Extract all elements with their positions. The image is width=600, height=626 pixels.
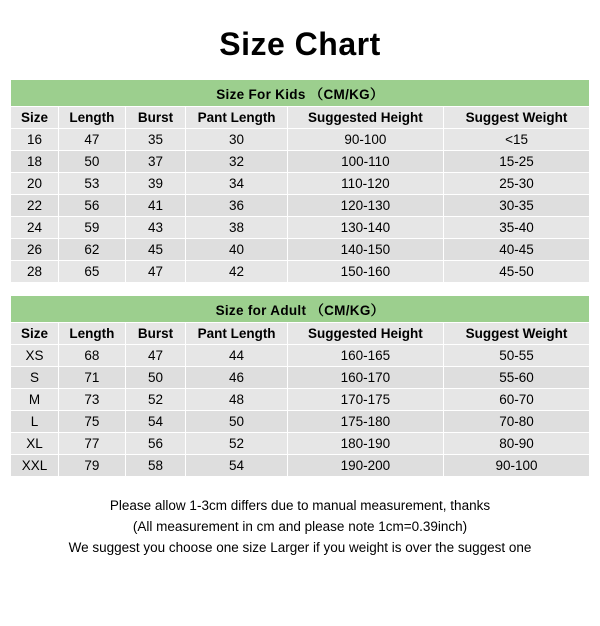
cell-pant-length: 44 (186, 345, 287, 367)
cell-pant-length: 52 (186, 433, 287, 455)
cell-size: XL (11, 433, 59, 455)
cell-height: 90-100 (287, 129, 443, 151)
kids-header-burst: Burst (125, 107, 186, 129)
cell-length: 53 (59, 173, 126, 195)
cell-size: 18 (11, 151, 59, 173)
cell-length: 79 (59, 455, 126, 477)
cell-length: 59 (59, 217, 126, 239)
cell-burst: 50 (125, 367, 186, 389)
cell-weight: 55-60 (444, 367, 590, 389)
kids-band-label: Size For Kids （CM/KG） (11, 80, 590, 107)
table-row (11, 389, 590, 411)
note-line-3: We suggest you choose one size Larger if you weight is over the suggest one (68, 540, 532, 555)
table-divider (0, 283, 600, 295)
table-row (11, 367, 590, 389)
cell-burst: 37 (125, 151, 186, 173)
adult-header-pant-length: Pant Length (186, 323, 287, 345)
cell-height: 180-190 (287, 433, 443, 455)
cell-burst: 47 (125, 261, 186, 283)
cell-pant-length: 46 (186, 367, 287, 389)
table-row (11, 239, 590, 261)
cell-height: 190-200 (287, 455, 443, 477)
cell-length: 62 (59, 239, 126, 261)
cell-height: 140-150 (287, 239, 443, 261)
cell-size: 22 (11, 195, 59, 217)
kids-header-suggested-height: Suggested Height (287, 107, 443, 129)
kids-table-band (11, 80, 590, 107)
cell-weight: 30-35 (444, 195, 590, 217)
cell-weight: <15 (444, 129, 590, 151)
cell-weight: 35-40 (444, 217, 590, 239)
cell-length: 75 (59, 411, 126, 433)
cell-pant-length: 40 (186, 239, 287, 261)
cell-burst: 39 (125, 173, 186, 195)
cell-height: 130-140 (287, 217, 443, 239)
table-row (11, 455, 590, 477)
cell-length: 68 (59, 345, 126, 367)
cell-size: L (11, 411, 59, 433)
cell-length: 56 (59, 195, 126, 217)
cell-size: XXL (11, 455, 59, 477)
cell-length: 50 (59, 151, 126, 173)
adult-header-burst: Burst (125, 323, 186, 345)
cell-burst: 56 (125, 433, 186, 455)
cell-height: 160-170 (287, 367, 443, 389)
cell-weight: 50-55 (444, 345, 590, 367)
cell-height: 175-180 (287, 411, 443, 433)
table-row (11, 261, 590, 283)
table-row (11, 195, 590, 217)
table-row (11, 129, 590, 151)
cell-burst: 52 (125, 389, 186, 411)
cell-height: 160-165 (287, 345, 443, 367)
cell-length: 47 (59, 129, 126, 151)
cell-length: 71 (59, 367, 126, 389)
cell-weight: 45-50 (444, 261, 590, 283)
kids-header-suggest-weight: Suggest Weight (444, 107, 590, 129)
cell-length: 73 (59, 389, 126, 411)
cell-height: 120-130 (287, 195, 443, 217)
cell-length: 77 (59, 433, 126, 455)
adult-header-row (11, 323, 590, 345)
kids-size-table (10, 79, 590, 283)
adult-header-size: Size (11, 323, 59, 345)
adult-band-label: Size for Adult （CM/KG） (11, 296, 590, 323)
cell-weight: 40-45 (444, 239, 590, 261)
cell-height: 150-160 (287, 261, 443, 283)
table-row (11, 173, 590, 195)
adult-size-table-wrapper (10, 295, 590, 477)
cell-length: 65 (59, 261, 126, 283)
cell-size: XS (11, 345, 59, 367)
adult-header-suggested-height: Suggested Height (287, 323, 443, 345)
cell-burst: 58 (125, 455, 186, 477)
cell-burst: 41 (125, 195, 186, 217)
adult-size-table (10, 295, 590, 477)
cell-burst: 35 (125, 129, 186, 151)
cell-pant-length: 32 (186, 151, 287, 173)
cell-height: 170-175 (287, 389, 443, 411)
table-row (11, 433, 590, 455)
size-chart-page (0, 26, 600, 626)
note-line-2: (All measurement in cm and please note 1cm=0.39inch) (132, 519, 468, 534)
page-title: Size Chart (219, 26, 381, 62)
cell-weight: 70-80 (444, 411, 590, 433)
cell-size: S (11, 367, 59, 389)
cell-burst: 47 (125, 345, 186, 367)
cell-pant-length: 42 (186, 261, 287, 283)
table-row (11, 411, 590, 433)
adult-header-length: Length (59, 323, 126, 345)
kids-size-table-wrapper (10, 79, 590, 283)
cell-weight: 60-70 (444, 389, 590, 411)
adult-header-suggest-weight: Suggest Weight (444, 323, 590, 345)
table-row (11, 217, 590, 239)
cell-pant-length: 54 (186, 455, 287, 477)
cell-size: 24 (11, 217, 59, 239)
cell-burst: 54 (125, 411, 186, 433)
cell-burst: 45 (125, 239, 186, 261)
cell-height: 100-110 (287, 151, 443, 173)
note-line-1: Please allow 1-3cm differs due to manual measurement, thanks (109, 498, 491, 513)
cell-height: 110-120 (287, 173, 443, 195)
cell-pant-length: 48 (186, 389, 287, 411)
cell-size: M (11, 389, 59, 411)
cell-pant-length: 38 (186, 217, 287, 239)
cell-weight: 25-30 (444, 173, 590, 195)
measurement-notes (20, 495, 580, 558)
cell-size: 28 (11, 261, 59, 283)
cell-pant-length: 36 (186, 195, 287, 217)
adult-table-band (11, 296, 590, 323)
cell-pant-length: 50 (186, 411, 287, 433)
cell-pant-length: 34 (186, 173, 287, 195)
cell-burst: 43 (125, 217, 186, 239)
kids-header-length: Length (59, 107, 126, 129)
cell-size: 16 (11, 129, 59, 151)
table-row (11, 151, 590, 173)
cell-weight: 15-25 (444, 151, 590, 173)
table-row (11, 345, 590, 367)
kids-header-pant-length: Pant Length (186, 107, 287, 129)
kids-header-row (11, 107, 590, 129)
cell-weight: 80-90 (444, 433, 590, 455)
kids-header-size: Size (11, 107, 59, 129)
cell-size: 20 (11, 173, 59, 195)
cell-pant-length: 30 (186, 129, 287, 151)
cell-weight: 90-100 (444, 455, 590, 477)
cell-size: 26 (11, 239, 59, 261)
